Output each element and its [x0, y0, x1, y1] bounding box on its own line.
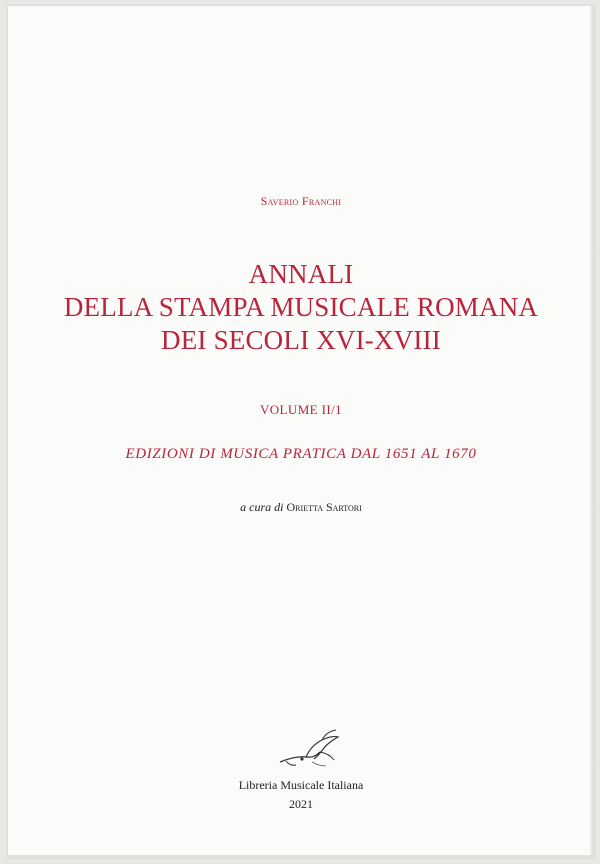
publisher-logo-icon	[276, 726, 342, 772]
title-line-3: DEI SECOLI XVI-XVIII	[161, 325, 441, 355]
volume-label: VOLUME II/1	[259, 402, 343, 417]
editor-name: Orietta Sartori	[286, 500, 362, 514]
author-name: Saverio Franchi	[260, 194, 342, 208]
editor-prefix: a cura di	[240, 500, 284, 514]
title-line-1: ANNALI	[248, 259, 354, 289]
title-line-2: DELLA STAMPA MUSICALE ROMANA	[63, 292, 539, 322]
book-subtitle: EDIZIONI DI MUSICA PRATICA DAL 1651 AL 1670	[125, 446, 477, 462]
editor-credit	[8, 500, 594, 515]
publisher-name: Libreria Musicale Italiana	[238, 778, 364, 792]
cover-edge-bottom	[8, 855, 594, 858]
publication-year: 2021	[289, 797, 313, 811]
book-cover	[8, 6, 594, 858]
book-title	[8, 258, 594, 357]
cover-edge-right	[590, 6, 594, 858]
